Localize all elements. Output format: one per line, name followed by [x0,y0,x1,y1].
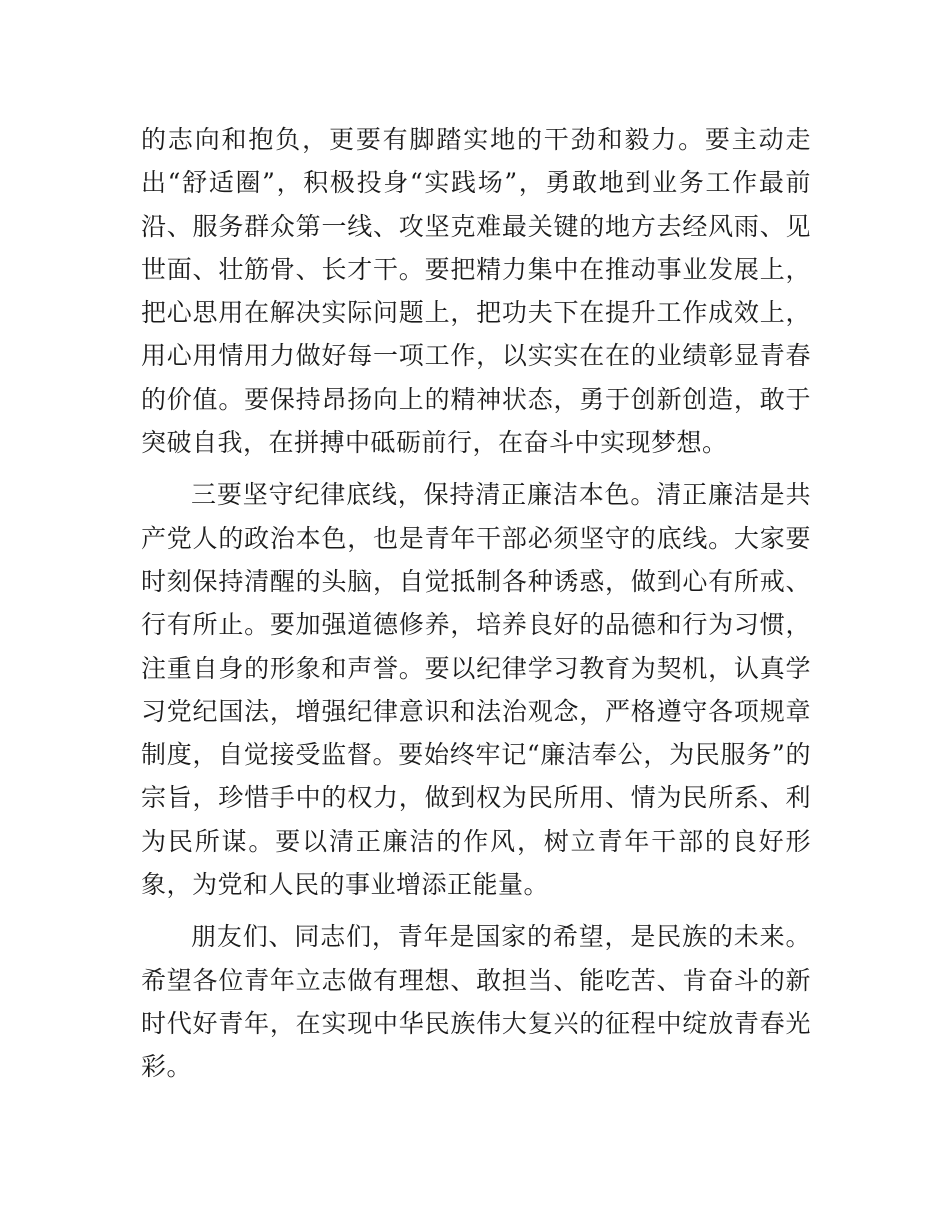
paragraph-discipline: 三要坚守纪律底线，保持清正廉洁本色。清正廉洁是共产党人的政治本色，也是青年干部必须坚守的底线。大家要时刻保持清醒的头脑，自觉抵制各种诱惑，做到心有所戒、行有所止。要加强道德修养，培养良好的品德和行为习惯，注重自身的形象和声誉。要以纪律学习教育为契机，认真学习党纪国法，增强纪律意识和法治观念，严格遵守各项规章制度，自觉接受监督。要始终牢记“廉洁奉公，为民服务”的宗旨，珍惜手中的权力，做到权为民所用、情为民所系、利为民所谋。要以清正廉洁的作风，树立青年干部的良好形象，为党和人民的事业增添正能量。 [141,480,811,900]
document-body [141,118,811,1089]
paragraph-closing: 朋友们、同志们，青年是国家的希望，是民族的未来。希望各位青年立志做有理想、敢担当、能吃苦、肯奋斗的新时代好青年，在实现中华民族伟大复兴的征程中绽放青春光彩。 [141,922,811,1082]
paragraph-continuation: 的志向和抱负，更要有脚踏实地的干劲和毅力。要主动走出“舒适圈”，积极投身“实践场”，勇敢地到业务工作最前沿、服务群众第一线、攻坚克难最关键的地方去经风雨、见世面、壮筋骨、长才干。要把精力集中在推动事业发展上，把心思用在解决实际问题上，把功夫下在提升工作成效上，用心用情用力做好每一项工作，以实实在在的业绩彰显青春的价值。要保持昂扬向上的精神状态，勇于创新创造，敢于突破自我，在拼搏中砥砺前行，在奋斗中实现梦想。 [141,125,811,458]
